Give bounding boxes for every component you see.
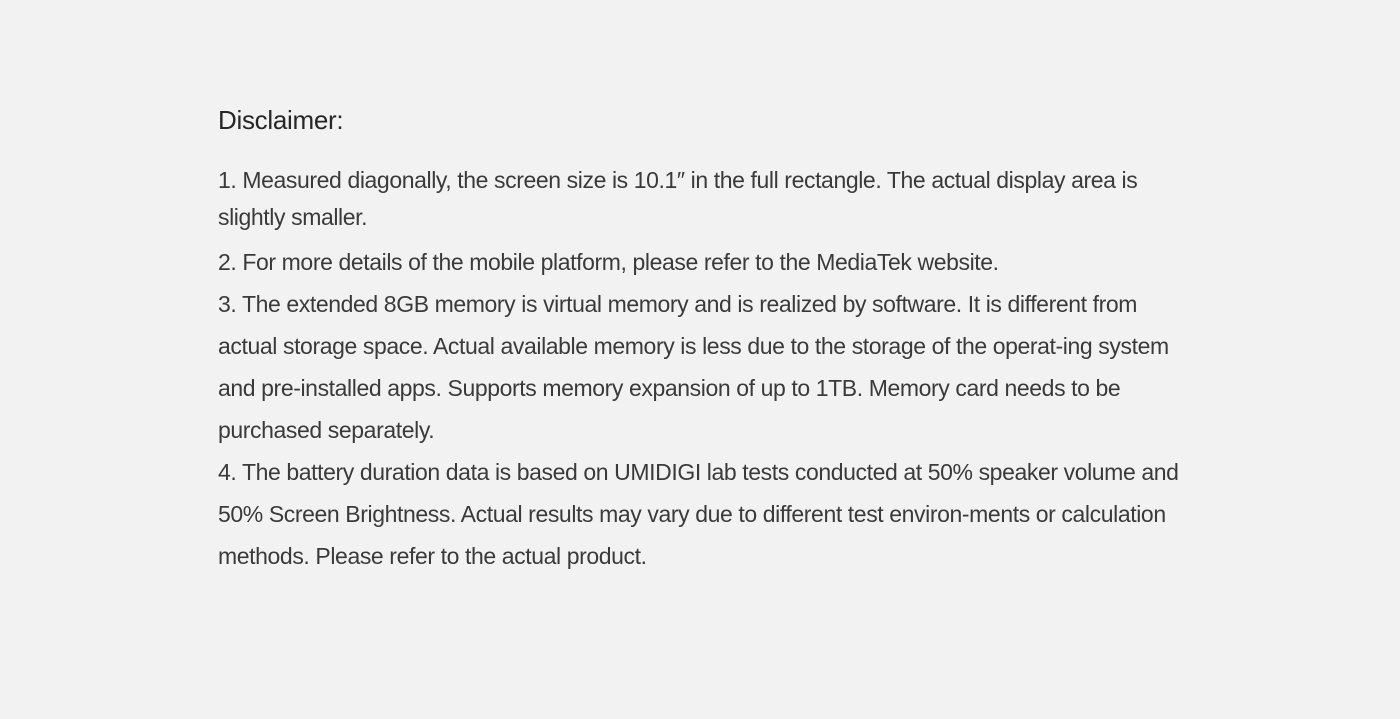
disclaimer-item-battery: 4. The battery duration data is based on UMIDIGI lab tests conducted at 50% speaker volume and 50% Screen Brightness. Actual results may vary due to different test environ-ments or calculation methods. Please refer to the actual product. bbox=[218, 459, 1179, 569]
disclaimer-item-screen-size: 1. Measured diagonally, the screen size is 10.1″ in the full rectangle. The actual display area is slightly smaller. bbox=[218, 167, 1138, 230]
disclaimer-item-platform: 2. For more details of the mobile platform, please refer to the MediaTek website. bbox=[218, 249, 999, 275]
disclaimer-item-memory: 3. The extended 8GB memory is virtual memory and is realized by software. It is different from actual storage space. Actual available memory is less due to the storage of the operat-ing system and pre-installed apps. Supports memory expansion of up to 1TB. Memory card needs to be purchased separately. bbox=[218, 291, 1169, 443]
disclaimer-section bbox=[218, 100, 1193, 577]
disclaimer-title: Disclaimer: bbox=[218, 105, 344, 135]
